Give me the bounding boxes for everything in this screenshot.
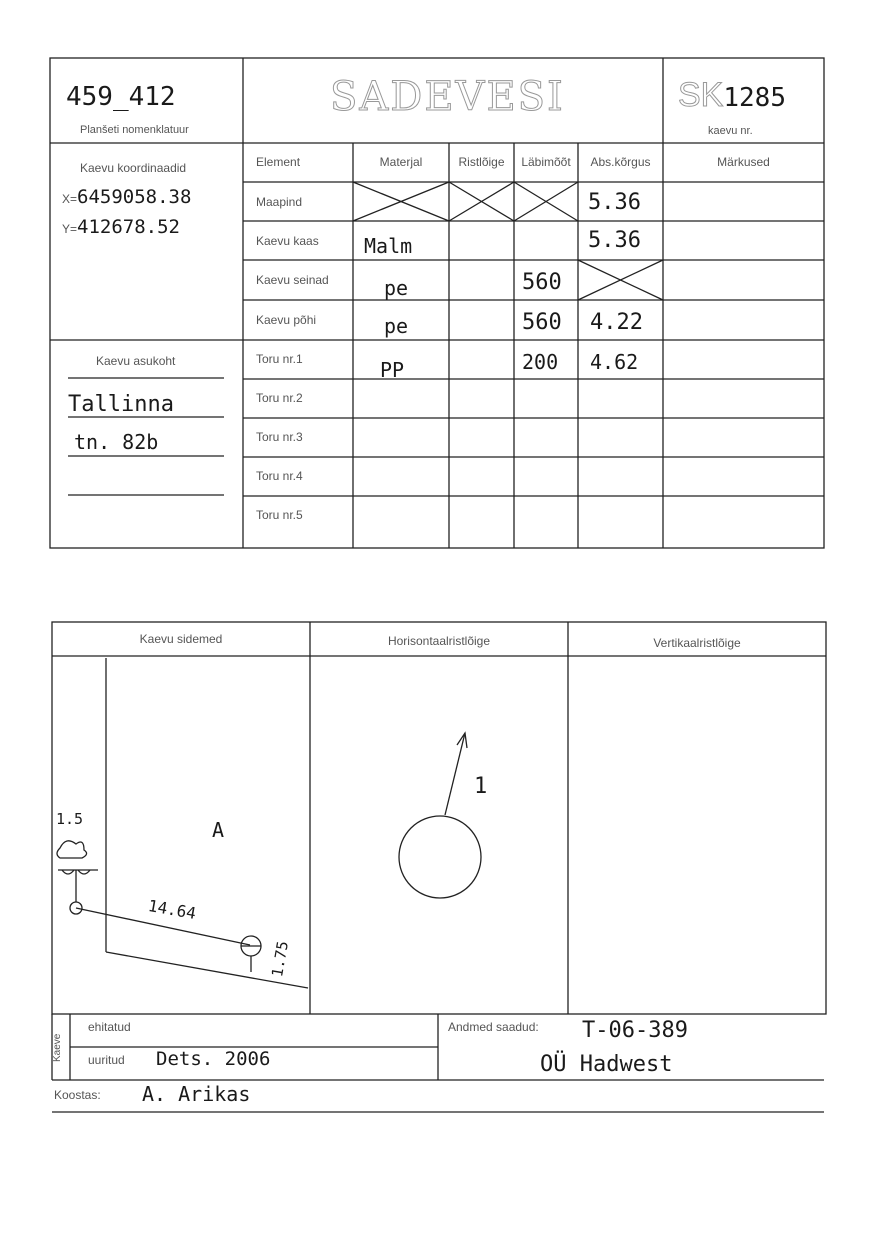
coord-y-value: 412678.52: [77, 216, 180, 238]
location-line1: Tallinna: [68, 392, 174, 417]
col-element: Element: [256, 155, 301, 169]
row-element: Toru nr.4: [256, 469, 303, 483]
uuritud-label: uuritud: [88, 1053, 125, 1067]
row-material: pe: [384, 314, 409, 338]
coord-x: [62, 186, 191, 208]
company: OÜ Hadwest: [540, 1052, 673, 1077]
well-number: [678, 76, 786, 115]
row-element: Kaevu seinad: [256, 273, 329, 287]
row-element: Toru nr.1: [256, 352, 303, 366]
page-title: SADEVESI: [330, 74, 565, 120]
dist-main: 14.64: [146, 895, 198, 924]
row-element: Toru nr.2: [256, 391, 303, 405]
coord-y: [62, 216, 180, 238]
nomenclature-value: 459_412: [66, 82, 176, 112]
row-material: Malm: [364, 234, 413, 258]
row-element: Maapind: [256, 195, 303, 209]
row-element: Kaevu kaas: [256, 234, 319, 248]
well-number-value: 1285: [723, 83, 786, 113]
sketch-col3: Vertikaalristlõige: [653, 636, 741, 650]
row-material: pe: [384, 276, 409, 300]
row-element: Toru nr.3: [256, 430, 303, 444]
row-diameter: 560: [522, 270, 562, 295]
coords-label: Kaevu koordinaadid: [80, 161, 187, 175]
row-height: 4.22: [590, 310, 643, 335]
well-prefix: SK: [678, 76, 724, 114]
koostas-value: A. Arikas: [142, 1082, 251, 1106]
location-label: Kaevu asukoht: [96, 354, 176, 368]
andmed-label: Andmed saadud:: [448, 1020, 539, 1034]
row-diameter: 200: [522, 350, 559, 374]
col-notes: Märkused: [717, 155, 770, 169]
coord-x-prefix: X=: [62, 192, 78, 206]
row-element: Kaevu põhi: [256, 313, 317, 327]
row-diameter: 560: [522, 310, 562, 335]
coord-y-prefix: Y=: [62, 222, 78, 236]
well-label: kaevu nr.: [708, 125, 753, 137]
dist-side: 1.75: [268, 939, 293, 979]
label-a: A: [212, 818, 225, 842]
coord-x-value: 6459058.38: [77, 186, 192, 208]
col-material: Materjal: [379, 155, 423, 169]
andmed-value: T-06-389: [582, 1018, 688, 1043]
location-line2: tn. 82b: [74, 430, 159, 454]
sketch-col1: Kaevu sidemed: [139, 632, 223, 646]
ehitatud-label: ehitatud: [88, 1020, 131, 1034]
col-diameter: Läbimõõt: [521, 155, 571, 169]
pipe-number: 1: [474, 774, 488, 799]
uuritud-value: Dets. 2006: [156, 1048, 271, 1070]
row-height: 5.36: [588, 190, 641, 215]
sketch-col2: Horisontaalristlõige: [387, 634, 491, 648]
col-cross: Ristlõige: [458, 155, 505, 169]
footer-vert-label: Kaeve: [52, 1033, 63, 1062]
row-element: Toru nr.5: [256, 508, 303, 522]
koostas-label: Koostas:: [54, 1088, 101, 1102]
row-height: 5.36: [588, 228, 641, 253]
col-height: Abs.kõrgus: [590, 155, 651, 169]
row-height: 4.62: [590, 350, 639, 374]
row-material: PP: [380, 358, 405, 382]
nomenclature-label: Planšeti nomenklatuur: [80, 124, 189, 136]
dist-small: 1.5: [56, 810, 84, 828]
